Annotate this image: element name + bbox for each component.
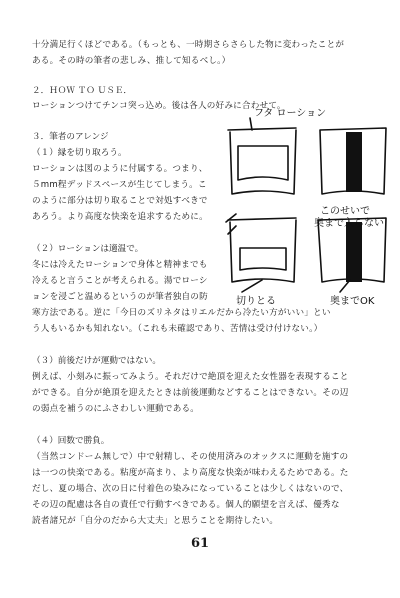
text-line: は一つの快楽である。粘度が高まり、より高度な快楽が味わえるためである。た — [32, 468, 349, 478]
section-heading: ２．ＨＯＷ ＴＯ ＵＳＥ． — [32, 86, 132, 96]
sleeve-illustration — [222, 102, 392, 307]
text-line: その辺の配慮は各自の責任で行動すべきである。個人的願望を言えば、優秀な — [32, 500, 340, 510]
figure-label-lid: フタ ローション — [254, 108, 327, 119]
dark-core — [346, 132, 362, 192]
text-line: 読者諸兄が「自分のだから大丈夫」と思うことを期待したい。 — [32, 516, 279, 526]
text-line: 例えば、小刻みに振ってみよう。それだけで絶頂を迎えた女性器を表現すること — [32, 372, 349, 382]
text-line: （当然コンドーム無しで）中で射精し、その使用済みのオックスに運動を施すの — [32, 452, 349, 462]
text-line: 冷えると言うことが考えられる。湯でローシ — [32, 276, 208, 286]
text-line: 冬には冷えたローションで身体と精神までも — [32, 260, 208, 270]
text-line: の弱点を補うのにふさわしい運動である。 — [32, 404, 200, 414]
text-line: あろう。より高度な快楽を追求するために。 — [32, 212, 208, 222]
figure-label-dead2: 奥まで入らない — [314, 218, 384, 229]
subsection-heading: （４）回数で勝負。 — [32, 436, 110, 446]
figure-label-cut: 切りとる — [236, 296, 276, 307]
text-line: ある。その時の筆者の悲しみ、推して知るべし。） — [32, 56, 231, 66]
text-line: ョンを浸ごと温めるというのが筆者独自の防 — [32, 292, 208, 302]
text-line: ができる。自分が絶頂を迎えたときは前後運動などすることはできない。その辺 — [32, 388, 349, 398]
page-number: 61 — [190, 536, 210, 551]
text-line: 十分満足行くほどである。（もっとも、一時期さらさらした物に変わったことが — [32, 40, 345, 50]
text-line: ローションつけてチンコ突っ込め。後は各人の好みに合わせて。 — [32, 101, 286, 111]
text-line: 寒方法である。逆に「今日のズリネタはリエルだから冷たい方がいい」とい — [32, 308, 331, 318]
text-line: だし、夏の場合、次の日に付着色の染みになっていることは少しくはないので、 — [32, 484, 349, 494]
text-line: のように部分は切り取ることで対処すべきで — [32, 196, 208, 206]
subsection-heading: （１）縁を切り取ろう。 — [32, 148, 127, 158]
subsection-heading: （２）ローションは適温で。 — [32, 244, 144, 254]
text-line: う人もいるかも知れない。（これも未確認であり、苦情は受け付けない。） — [32, 324, 323, 334]
subsection-heading: （３）前後だけが運動ではない。 — [32, 356, 161, 366]
text-line: ５mm程デッドスペースが生じてしまう。こ — [32, 180, 207, 190]
lid-line — [228, 128, 296, 130]
text-line: ローションは図のように付属する。つまり、 — [32, 164, 208, 174]
figure-label-ok: 奥までOK — [330, 296, 375, 307]
section-heading: ３．筆者のアレンジ — [32, 132, 109, 142]
figure-label-dead1: このせいで — [320, 206, 370, 217]
